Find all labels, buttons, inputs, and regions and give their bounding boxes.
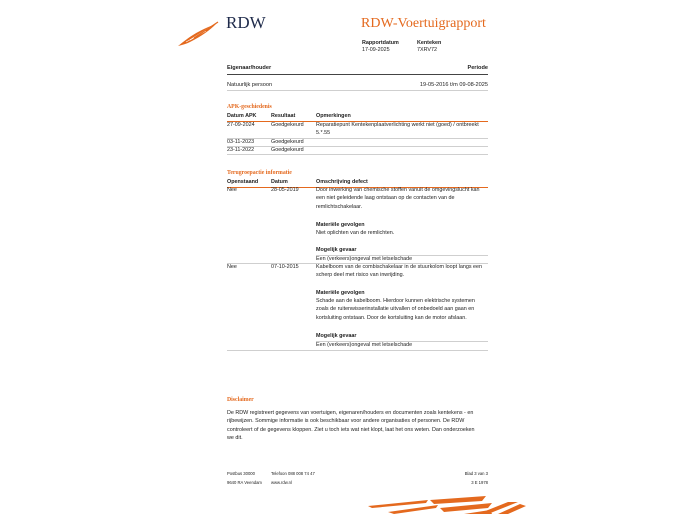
recall-col-date: Datum: [271, 179, 288, 185]
org-name: RDW: [226, 13, 266, 32]
plate-value: 7XRV72: [417, 47, 437, 53]
footer-code: 3 E 1978: [471, 480, 488, 485]
apk-col-date: Datum APK: [227, 113, 257, 119]
apk-result: Goedgekeurd: [271, 122, 304, 128]
footer-postbus: Postbus 30000: [227, 471, 255, 476]
rdw-feather-logo-icon: [176, 20, 222, 48]
recall-col-desc: Omschrijving defect: [316, 179, 368, 185]
footer-phone: Telefoon 088 008 74 47: [271, 471, 315, 476]
rdw-speed-stripes-icon: [368, 496, 528, 514]
apk-date: 03-11-2023: [227, 139, 255, 145]
recall-danger: Een (verkeers)ongeval met letselschade: [316, 342, 413, 348]
plate-label: Kenteken: [417, 40, 442, 46]
recall-consequences: Niet oplichten van de remlichten.: [316, 230, 395, 236]
disclaimer-title: Disclaimer: [227, 397, 254, 403]
apk-title: APK-geschiedenis: [227, 104, 272, 110]
footer-web: www.rdw.nl: [271, 480, 292, 485]
recall-col-open: Openstaand: [227, 179, 259, 185]
apk-row-divider: [227, 138, 488, 139]
recall-consequences: Schade aan de kabelboom. Hierdoor kunnen elektrische systemen zoals de ruitenwisserinstallatie uitvallen of onbedoeld aan gaan en kortsluiting ontstaan. Door de kortsluiting kan de motor afslaan.: [316, 298, 475, 321]
apk-date: 23-11-2022: [227, 147, 255, 153]
apk-row-divider: [227, 154, 488, 155]
recall-title: Terugroepactie informatie: [227, 170, 292, 176]
recall-date: 28-05-2019: [271, 187, 299, 193]
recall-desc: Kabelboom van de combischakelaar in de stuurkolom loopt langs een scherp deel met risico van inwrijding.: [316, 264, 483, 279]
recall-danger-label: Mogelijk gevaar: [316, 247, 357, 253]
recall-open: Nee: [227, 264, 237, 270]
footer-page: Blad 3 van 3: [464, 471, 488, 476]
period-label: Periode: [467, 65, 488, 71]
apk-result: Goedgekeurd: [271, 139, 304, 145]
report-date-value: 17-09-2025: [362, 47, 390, 53]
footer-city: 9640 RA Veendam: [227, 480, 262, 485]
recall-consequences-label: Materiële gevolgen: [316, 290, 365, 296]
report-date-label: Rapportdatum: [362, 40, 399, 46]
recall-danger: Een (verkeers)ongeval met letselschade: [316, 256, 413, 262]
apk-result: Goedgekeurd: [271, 147, 304, 153]
disclaimer-text: De RDW registreert gegevens van voertuigen, eigenaren/houders en documenten zoals kentekens - en rijbewijzen. Sommige informatie is ook beschikbaar voor andere organisaties of personen. De RDW controleert of de gegevens kloppen. Ziet u toch iets wat niet klopt, laat het ons weten. Dan onderzoeken we dit.: [227, 410, 475, 442]
apk-col-remarks: Opmerkingen: [316, 113, 351, 119]
owner-type: Natuurlijk persoon: [227, 82, 273, 88]
owner-period: 19-05-2016 t/m 09-08-2025: [419, 82, 488, 88]
apk-date: 27-09-2024: [227, 122, 255, 128]
owner-title: Eigenaar/houder: [227, 65, 272, 71]
apk-row-divider: [227, 146, 488, 147]
report-title: RDW-Voertuigrapport: [361, 16, 486, 31]
recall-consequences-label: Materiële gevolgen: [316, 222, 365, 228]
apk-col-result: Resultaat: [271, 113, 296, 119]
apk-remark: Reparatiepunt Kentekenplaatverlichting werkt niet (goed) / ontbreekt 5.*.55: [316, 122, 479, 137]
recall-desc: Door inwerking van chemische stoffen vanuit de omgevingslucht kan een niet geleidende laag ontstaan op de contacten van de remlichtschakelaar.: [316, 187, 480, 210]
recall-row-divider: [227, 350, 488, 351]
owner-divider: [227, 74, 488, 75]
recall-danger-label: Mogelijk gevaar: [316, 333, 357, 339]
recall-open: Nee: [227, 187, 237, 193]
owner-bottom-line: [227, 90, 488, 91]
recall-date: 07-10-2015: [271, 264, 299, 270]
